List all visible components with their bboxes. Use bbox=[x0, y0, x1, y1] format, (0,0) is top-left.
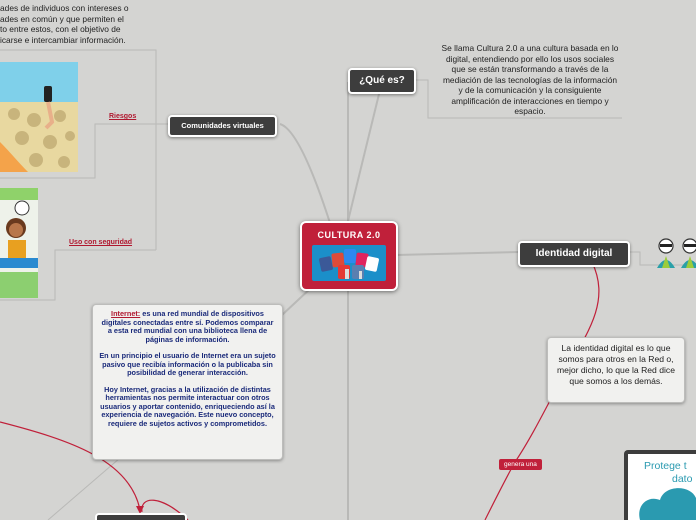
central-title: CULTURA 2.0 bbox=[317, 230, 381, 240]
protege-datos-label bbox=[644, 460, 696, 486]
internet-p1: es una red mundial de dispositivos digitales conectadas entre sí. Podemos comparar a esta red mundial con una biblioteca llena de páginas de información. bbox=[101, 309, 274, 344]
connector-center-comunidades bbox=[280, 124, 330, 223]
connector-center-internet bbox=[282, 287, 312, 315]
internet-paragraph bbox=[99, 310, 276, 344]
protege-line: Protege t bbox=[644, 460, 687, 472]
que-es-description: Se llama Cultura 2.0 a una cultura basada en lo digital, entendiendo por ello los usos sociales que se están transformando a través de la mediación de las tecnologías de la información y de la comunicación y la consiguiente amplificación de interacciones en tiempo y espacio. bbox=[441, 43, 619, 116]
image-selfie bbox=[0, 62, 78, 172]
node-que-es[interactable]: ¿Qué es? bbox=[348, 68, 416, 94]
internet-description bbox=[93, 305, 282, 441]
comunidades-description bbox=[0, 3, 150, 45]
internet-keyword: Internet: bbox=[111, 309, 141, 318]
comunidades-desc-line: icarse e intercambiar información. bbox=[0, 34, 126, 45]
identidad-description-box bbox=[547, 337, 685, 403]
connector-center-que-es bbox=[348, 90, 380, 221]
comunidades-desc-line: ades de individuos con intereses o bbox=[0, 3, 129, 13]
internet-description-box bbox=[92, 304, 283, 460]
protege-line: dato bbox=[672, 473, 693, 485]
arrow-head bbox=[136, 506, 144, 514]
node-comunidades-virtuales[interactable]: Comunidades virtuales bbox=[168, 115, 277, 137]
identidad-description: La identidad digital es lo que somos para otros en la Red o, mejor dicho, lo que la Red dice que somos a los demás. bbox=[557, 343, 675, 386]
node-cultura-2-0[interactable] bbox=[300, 221, 398, 291]
link-genera-una[interactable]: genera una bbox=[499, 459, 542, 470]
link-uso-con-seguridad[interactable]: Uso con seguridad bbox=[69, 239, 133, 246]
social-media-icons-image bbox=[312, 245, 386, 281]
internet-p2: En un principio el usuario de Internet era un sujeto pasivo que recibía información o la publicaba sin posibilidad de generar interacción. bbox=[99, 351, 276, 377]
image-cartoon bbox=[0, 188, 38, 298]
comunidades-desc-line: to entre estos, con el objetivo de bbox=[0, 24, 121, 34]
node-identidad-digital[interactable]: Identidad digital bbox=[518, 241, 630, 267]
connector-lower-left bbox=[48, 458, 120, 520]
connector-center-identidad bbox=[396, 252, 520, 255]
link-riesgos[interactable]: Riesgos bbox=[109, 113, 137, 120]
comunidades-desc-line: ades en común y que permiten el bbox=[0, 13, 124, 24]
node-bottom-stub[interactable] bbox=[96, 514, 186, 520]
internet-p3: Hoy Internet, gracias a la utilización de distintas herramientas nos permite interactuar con otros usuarios y aportar contenido, enriqueciendo así la experiencia de navegación. Este nuevo concepto, requiere de sujetos activos y comprometidos. bbox=[100, 384, 275, 428]
avatar-icon bbox=[654, 238, 696, 268]
